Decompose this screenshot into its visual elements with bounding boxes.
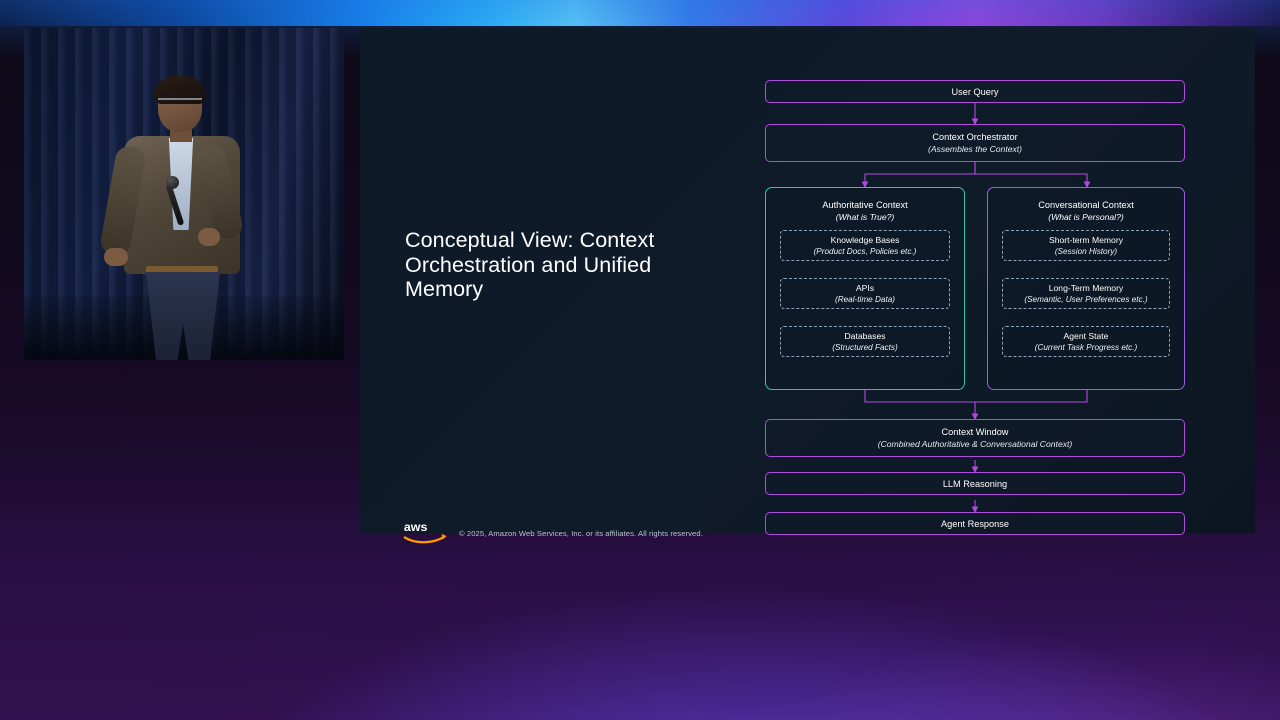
- node-context-window[interactable]: [765, 419, 1185, 457]
- svg-text:aws: aws: [403, 520, 428, 535]
- subnode-knowledge-bases-label: Knowledge Bases: [830, 234, 900, 245]
- top-gradient-bar: [0, 0, 1280, 26]
- subnode-apis-sub: (Real-time Data): [834, 294, 896, 304]
- microphone-head-icon: [166, 176, 179, 189]
- node-context-orchestrator[interactable]: [765, 124, 1185, 162]
- subnode-long-term-memory-label: Long-Term Memory: [1048, 282, 1124, 293]
- subnode-knowledge-bases-sub: (Product Docs, Policies etc.): [813, 246, 917, 256]
- subnode-long-term-memory[interactable]: [1002, 278, 1170, 309]
- node-agent-response-label: Agent Response: [941, 518, 1009, 529]
- subnode-short-term-memory-sub: (Session History): [1054, 246, 1118, 256]
- subnode-knowledge-bases[interactable]: [780, 230, 950, 261]
- subnode-apis[interactable]: [780, 278, 950, 309]
- page-title: Conceptual View: Context Orchestration and Unified Memory: [405, 228, 655, 301]
- subnode-long-term-memory-sub: (Semantic, User Preferences etc.): [1024, 294, 1148, 304]
- presentation-slide: [360, 28, 1255, 538]
- group-authoritative-context: [765, 187, 965, 390]
- subnode-short-term-memory[interactable]: [1002, 230, 1170, 261]
- subnode-databases-label: Databases: [844, 330, 886, 341]
- copyright-text: © 2025, Amazon Web Services, Inc. or its affiliates. All rights reserved.: [459, 529, 703, 538]
- subnode-apis-label: APIs: [855, 282, 875, 293]
- node-user-query-label: User Query: [951, 86, 999, 97]
- aws-logo-icon: [403, 518, 449, 546]
- node-context-orchestrator-label: Context Orchestrator: [932, 132, 1018, 142]
- presenter-left-hand: [104, 248, 128, 266]
- node-llm-reasoning-label: LLM Reasoning: [942, 478, 1008, 489]
- presenter-video-panel: [24, 28, 344, 360]
- subnode-databases-sub: (Structured Facts): [832, 342, 898, 352]
- group-authoritative-title: Authoritative Context (What is True?): [822, 200, 908, 222]
- subnode-agent-state-label: Agent State: [1063, 330, 1109, 341]
- group-conversational-context: [987, 187, 1185, 390]
- group-conversational-title: Conversational Context (What is Personal?): [1038, 200, 1134, 222]
- presenter-right-hand: [198, 228, 220, 246]
- node-llm-reasoning[interactable]: [765, 472, 1185, 495]
- node-context-window-sub: (Combined Authoritative & Conversational Context): [877, 439, 1073, 449]
- subnode-agent-state-sub: (Current Task Progress etc.): [1034, 342, 1138, 352]
- node-agent-response[interactable]: [765, 512, 1185, 535]
- presenter-figure: [102, 80, 272, 360]
- subnode-short-term-memory-label: Short-term Memory: [1048, 234, 1123, 245]
- node-context-window-label: Context Window: [941, 427, 1009, 437]
- node-user-query[interactable]: [765, 80, 1185, 103]
- subnode-agent-state[interactable]: [1002, 326, 1170, 357]
- context-orchestration-diagram: [765, 48, 1205, 548]
- presenter-legs: [146, 272, 220, 360]
- glasses-icon: [158, 98, 202, 106]
- node-context-orchestrator-sub: (Assembles the Context): [927, 144, 1023, 154]
- subnode-databases[interactable]: [780, 326, 950, 357]
